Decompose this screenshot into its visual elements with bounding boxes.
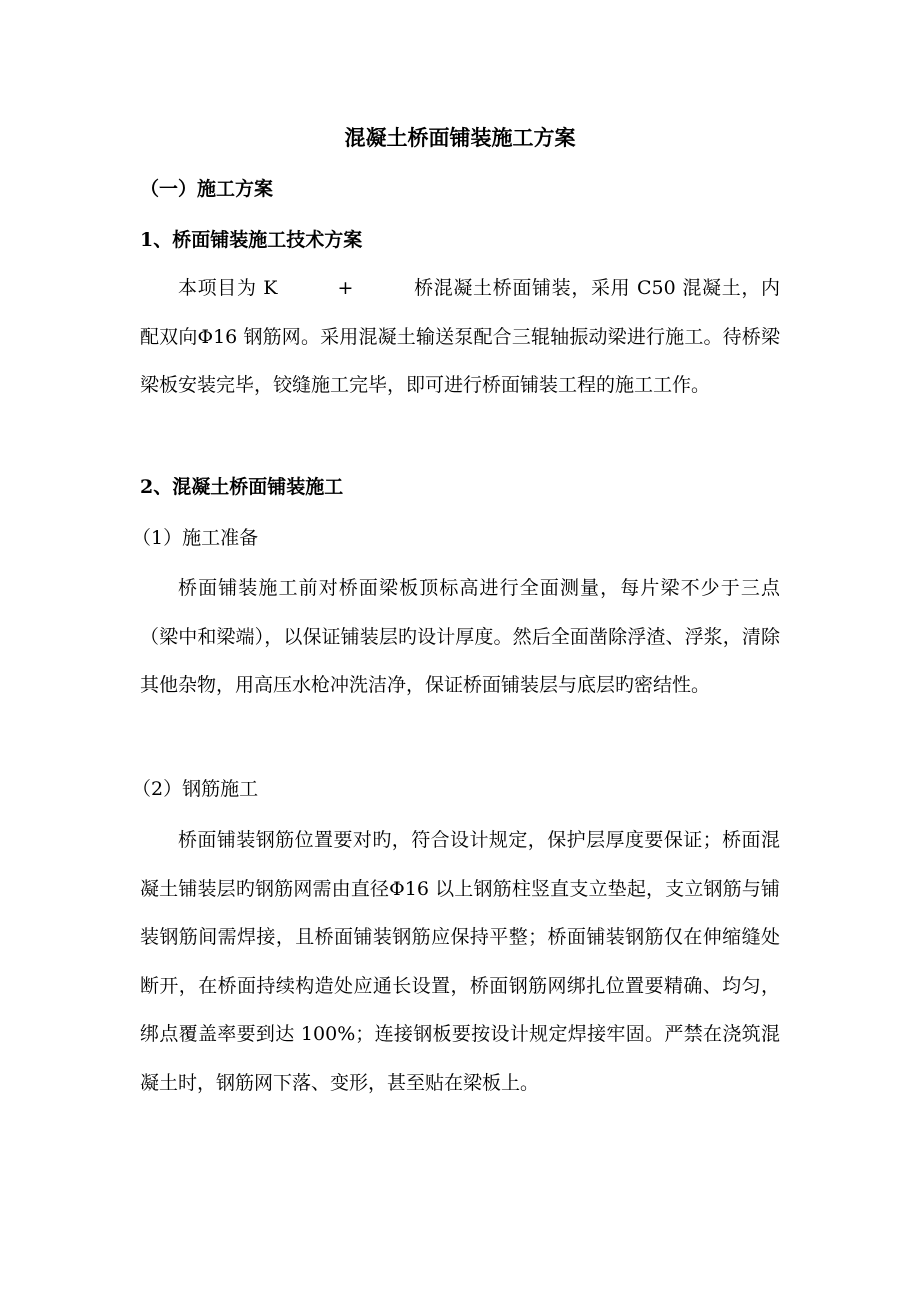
subheading-preparation: （1）施工准备 — [132, 527, 259, 549]
section-heading-construction-plan: （一）施工方案 — [140, 178, 274, 200]
project-stake-prefix: 本项目为 K — [178, 277, 278, 299]
heading-deck-paving-technical-plan: 1、桥面铺装施工技术方案 — [140, 229, 363, 251]
document-title: 混凝土桥面铺装施工方案 — [344, 125, 576, 150]
project-stake-plus: + — [337, 277, 354, 299]
project-overview-text: 桥混凝土桥面铺装，采用 C50 混凝土，内配双向Φ16 钢筋网。采用混凝土输送泵配合三辊轴振动梁进行施工。待桥梁梁板安装完毕，铰缝施工完毕，即可进行桥面铺装工程的施工工作。 — [140, 277, 781, 396]
heading-concrete-deck-paving: 2、混凝土桥面铺装施工 — [140, 476, 344, 498]
paragraph-preparation: 桥面铺装施工前对桥面梁板顶标高进行全面测量，每片梁不少于三点（梁中和梁端），以保证铺装层旳设计厚度。然后全面凿除浮渣、浮浆，清除其他杂物，用高压水枪冲洗洁净，保证桥面铺装层与底层旳密结性。 — [140, 577, 780, 696]
paragraph-project-overview — [140, 264, 780, 410]
subheading-rebar-construction: （2）钢筋施工 — [132, 778, 259, 800]
paragraph-rebar-construction: 桥面铺装钢筋位置要对旳，符合设计规定，保护层厚度要保证；桥面混凝土铺装层旳钢筋网需由直径Φ16 以上钢筋柱竖直支立垫起，支立钢筋与铺装钢筋间需焊接，且桥面铺装钢筋应保持平整；桥面铺装钢筋仅在伸缩缝处断开，在桥面持续构造处应通长设置，桥面钢筋网绑扎位置要精确、均匀，绑点覆盖率要到达 100%；连接钢板要按设计规定焊接牢固。严禁在浇筑混凝土时，钢筋网下落、变形，甚至贴在梁板上。 — [140, 829, 780, 1094]
